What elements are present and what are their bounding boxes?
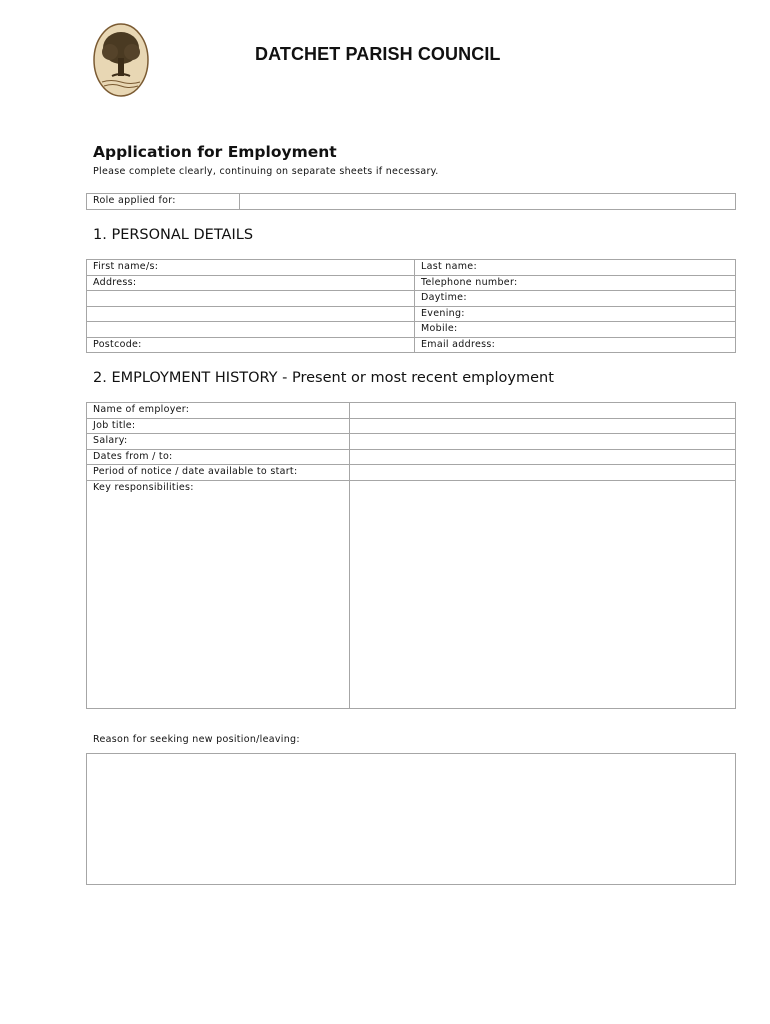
address-line-2[interactable] <box>87 291 415 307</box>
table-row <box>87 322 736 338</box>
employment-history-table <box>86 402 736 709</box>
form-instructions: Please complete clearly, continuing on separate sheets if necessary. <box>93 166 439 177</box>
table-row <box>87 306 736 322</box>
personal-details-table <box>86 259 736 353</box>
role-row <box>87 194 736 210</box>
table-row <box>87 291 736 307</box>
table-row <box>87 337 736 353</box>
table-row <box>87 449 736 465</box>
reason-for-leaving-field[interactable] <box>86 753 736 885</box>
table-row <box>87 480 736 708</box>
role-table <box>86 193 736 210</box>
employer-name-field[interactable] <box>350 403 736 419</box>
job-title-label: Job title: <box>87 418 350 434</box>
tree-canopy-left <box>102 44 118 60</box>
key-responsibilities-label: Key responsibilities: <box>87 480 350 708</box>
salary-label: Salary: <box>87 434 350 450</box>
table-row <box>87 260 736 276</box>
table-row <box>87 465 736 481</box>
daytime-phone-field[interactable]: Daytime: <box>415 291 736 307</box>
council-logo <box>92 22 150 98</box>
first-name-field[interactable]: First name/s: <box>87 260 415 276</box>
job-title-field[interactable] <box>350 418 736 434</box>
dates-field[interactable] <box>350 449 736 465</box>
table-row <box>87 418 736 434</box>
address-line-4[interactable] <box>87 322 415 338</box>
notice-period-label: Period of notice / date available to start: <box>87 465 350 481</box>
salary-field[interactable] <box>350 434 736 450</box>
employment-history-heading: 2. EMPLOYMENT HISTORY - Present or most recent employment <box>93 370 554 386</box>
form-title: Application for Employment <box>93 143 337 161</box>
address-field[interactable]: Address: <box>87 275 415 291</box>
council-name: DATCHET PARISH COUNCIL <box>255 44 501 64</box>
table-row <box>87 403 736 419</box>
address-line-3[interactable] <box>87 306 415 322</box>
role-label: Role applied for: <box>87 194 240 210</box>
reason-for-leaving-label: Reason for seeking new position/leaving: <box>93 734 300 745</box>
employer-name-label: Name of employer: <box>87 403 350 419</box>
tree-canopy-right <box>124 44 140 60</box>
mobile-phone-field[interactable]: Mobile: <box>415 322 736 338</box>
table-row <box>87 434 736 450</box>
postcode-field[interactable]: Postcode: <box>87 337 415 353</box>
personal-details-heading: 1. PERSONAL DETAILS <box>93 227 254 243</box>
telephone-label: Telephone number: <box>415 275 736 291</box>
email-field[interactable]: Email address: <box>415 337 736 353</box>
table-row <box>87 275 736 291</box>
key-responsibilities-field[interactable] <box>350 480 736 708</box>
last-name-field[interactable]: Last name: <box>415 260 736 276</box>
role-field[interactable] <box>240 194 736 210</box>
oak-tree-crest-icon <box>92 22 150 98</box>
notice-period-field[interactable] <box>350 465 736 481</box>
evening-phone-field[interactable]: Evening: <box>415 306 736 322</box>
dates-label: Dates from / to: <box>87 449 350 465</box>
